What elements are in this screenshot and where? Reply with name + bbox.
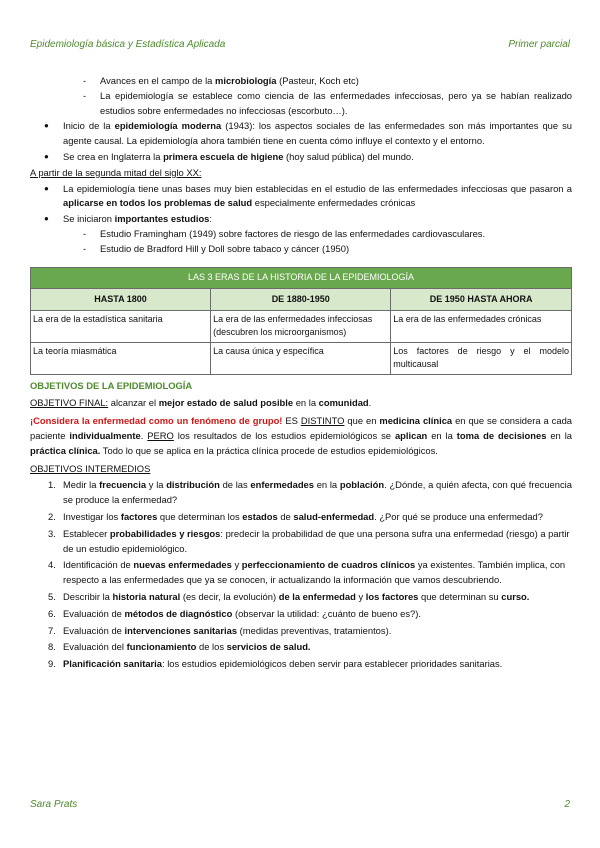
list-item: 9. Planificación sanitaria: los estudios epidemiológicos deben servir para establecer prioridades sanitarias. xyxy=(48,658,503,670)
list-item: 4. Identificación de nuevas enfermedades y perfeccionamiento de cuadros clínicos ya existentes. También implica, con respecto a las enfermedades que ya se conocen, ir actualizando la información que vamos descubriendo. xyxy=(48,559,566,586)
note-paragraph: ¡Considera la enfermedad como un fenómeno de grupo! ES DISTINTO que en medicina clínica en que se considera a cada paciente individualmente. PERO los resultados de los estudios epidemiológicos se aplican en la toma de decisiones en la práctica clínica. Todo lo que se aplica en la práctica clínica procede de estudios epidemiológicos. xyxy=(30,415,572,456)
list-item: 5. Describir la historia natural (es decir, la evolución) de la enfermedad y los factores que determinan su curso. xyxy=(48,590,530,602)
objectives-title: OBJETIVOS DE LA EPIDEMIOLOGÍA xyxy=(30,379,193,391)
section-heading: OBJETIVOS INTERMEDIOS xyxy=(30,462,151,474)
list-item: - Avances en el campo de la microbiología (Pasteur, Koch etc) xyxy=(30,74,572,89)
table-header: DE 1950 HASTA AHORA xyxy=(391,288,572,310)
page-header xyxy=(30,39,570,50)
table-header: DE 1880-1950 xyxy=(211,288,391,310)
table-cell: La era de la estadística sanitaria xyxy=(31,310,211,342)
bullet-item: ● Se iniciaron importantes estudios: xyxy=(30,212,572,227)
page-footer xyxy=(30,799,570,810)
table-cell: La teoría miasmática xyxy=(31,342,211,374)
table-row xyxy=(31,310,572,342)
bullet-item: ● Inicio de la epidemiología moderna (1943): los aspectos sociales de las enfermedades son más importantes que su agente causal. La epidemiología ahora también tiene en cuenta cómo influye el contexto y el entorno. xyxy=(30,119,572,149)
list-item: 7. Evaluación de intervenciones sanitarias (medidas preventivas, tratamientos). xyxy=(48,624,392,636)
list-item: - Estudio Framingham (1949) sobre factores de riesgo de las enfermedades cardiovasculares. xyxy=(30,227,572,242)
list-item: 3. Establecer probabilidades y riesgos: predecir la probabilidad de que una persona sufra una enfermedad (riesgo) a partir de un estudio epidemiológico. xyxy=(48,527,570,554)
list-item: - La epidemiología se establece como ciencia de las enfermedades infecciosas, pero ya se habían realizado estudios sobre enfermedades no infecciosas (escorbuto…). xyxy=(30,89,572,119)
list-item: 2. Investigar los factores que determinan los estados de salud-enfermedad. ¿Por qué se produce una enfermedad? xyxy=(48,510,543,522)
table-cell: La causa única y específica xyxy=(211,342,391,374)
table-cell: La era de las enfermedades infecciosas (descubren los microorganismos) xyxy=(211,310,391,342)
page-content xyxy=(30,74,572,672)
list-item: 1. Medir la frecuencia y la distribución de las enfermedades en la población. ¿Dónde, a quién afecta, con qué frecuencia se produce la enfermedad? xyxy=(48,479,572,506)
eras-table xyxy=(30,267,572,375)
list-item: - Estudio de Bradford Hill y Doll sobre tabaco y cáncer (1950) xyxy=(30,242,572,257)
table-title: LAS 3 ERAS DE LA HISTORIA DE LA EPIDEMIOLOGÍA xyxy=(31,267,572,288)
header-course-title: Epidemiología básica y Estadística Aplicada xyxy=(30,39,226,50)
footer-author: Sara Prats xyxy=(30,799,78,810)
header-exam-label: Primer parcial xyxy=(508,39,570,50)
bullet-item: ● La epidemiología tiene unas bases muy bien establecidas en el estudio de las enfermedades infecciosas que pasaron a aplicarse en todos los problemas de salud especialmente enfermedades crónicas xyxy=(30,182,572,212)
bullet-item: ● Se crea en Inglaterra la primera escuela de higiene (hoy salud pública) del mundo. xyxy=(30,150,572,165)
list-item: 6. Evaluación de métodos de diagnóstico (observar la utilidad: ¿cuánto de bueno es?). xyxy=(48,607,421,619)
objective-final: OBJETIVO FINAL: alcanzar el mejor estado de salud posible en la comunidad. xyxy=(30,397,372,409)
section-heading: A partir de la segunda mitad del siglo XX: xyxy=(30,166,202,178)
table-cell: Los factores de riesgo y el modelo multicausal xyxy=(391,342,572,374)
page-number: 2 xyxy=(564,799,570,810)
table-row xyxy=(31,342,572,374)
table-header: HASTA 1800 xyxy=(31,288,211,310)
table-cell: La era de las enfermedades crónicas xyxy=(391,310,572,342)
list-item: 8. Evaluación del funcionamiento de los servicios de salud. xyxy=(48,641,311,653)
